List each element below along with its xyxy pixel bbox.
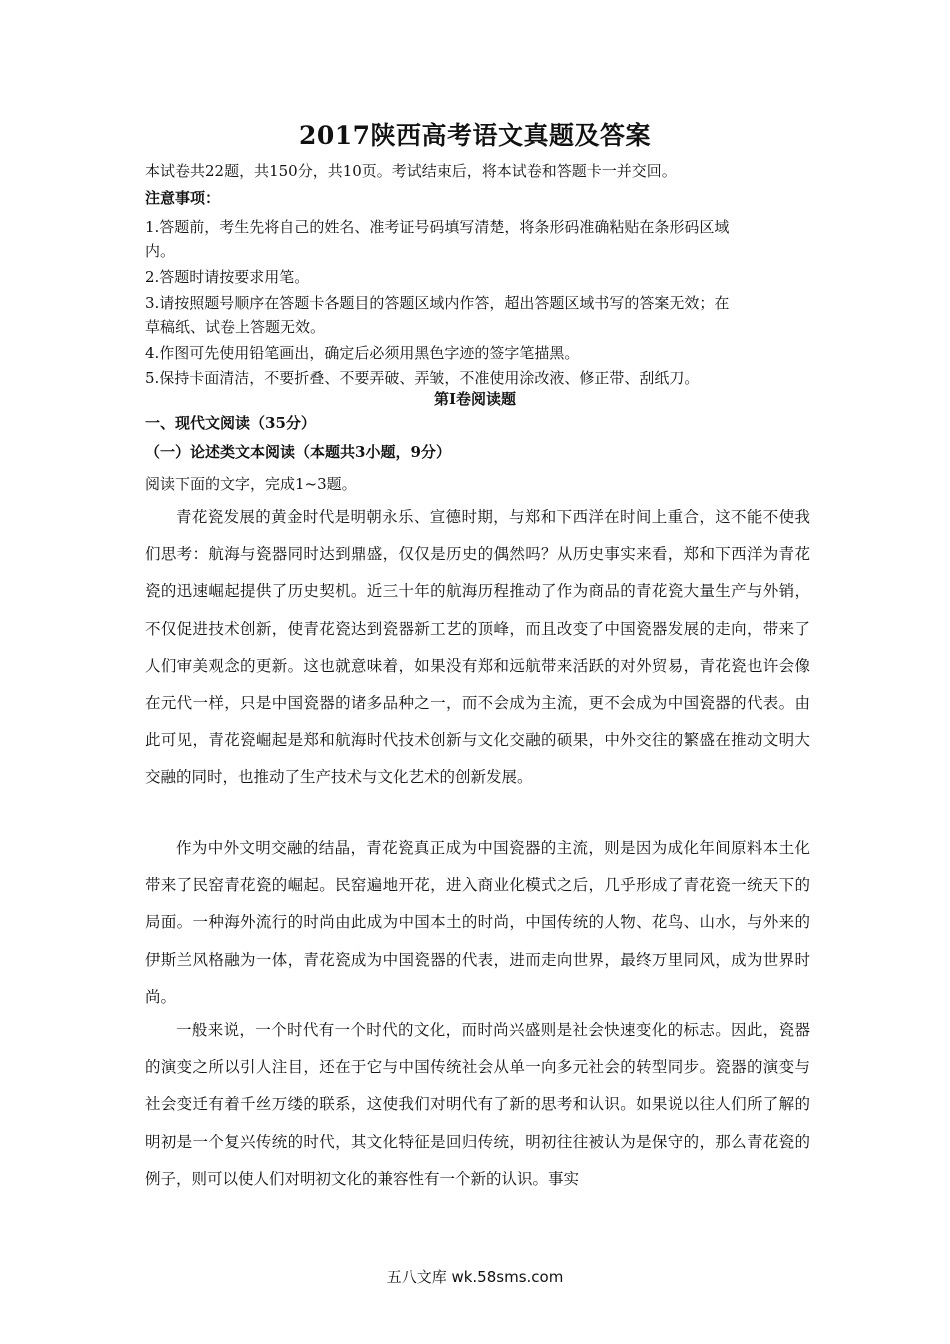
volume-heading: 第Ⅰ卷阅读题: [433, 390, 517, 408]
body-paragraph: 一般来说，一个时代有一个时代的文化，而时尚兴盛则是社会快速变化的标志。因此，瓷器的演变之所以引人注目，还在于它与中国传统社会从单一向多元社会的转型同步。瓷器的演变与社会变迁有着千丝万缕的联系，这使我们对明代有了新的思考和认识。如果说以往人们所了解的明初是一个复兴传统的时代，其文化特征是回归传统，明初往往被认为是保守的，那么青花瓷的例子，则可以使人们对明初文化的兼容性有一个新的认识。事实: [145, 1021, 810, 1188]
note-line: 2.答题时请按要求用笔。: [145, 268, 310, 286]
body-paragraph: 青花瓷发展的黄金时代是明朝永乐、宣德时期，与郑和下西洋在时间上重合，这不能不使我们思考：航海与瓷器同时达到鼎盛，仅仅是历史的偶然吗？从历史事实来看，郑和下西洋为青花瓷的迅速崛起提供了历史契机。近三十年的航海历程推动了作为商品的青花瓷大量生产与外销，不仅促进技术创新，使青花瓷达到瓷器新工艺的顶峰，而且改变了中国瓷器发展的走向，带来了人们审美观念的更新。这也就意味着，如果没有郑和远航带来活跃的对外贸易，青花瓷也许会像在元代一样，只是中国瓷器的诸多品种之一，而不会成为主流，更不会成为中国瓷器的代表。由此可见，青花瓷崛起是郑和航海时代技术创新与文化交融的硕果，中外交往的繁盛在推动文明大交融的同时，也推动了生产技术与文化艺术的创新发展。: [145, 508, 810, 787]
body-paragraph: 作为中外文明交融的结晶，青花瓷真正成为中国瓷器的主流，则是因为成化年间原料本土化带来了民窑青花瓷的崛起。民窑遍地开花，进入商业化模式之后，几乎形成了青花瓷一统天下的局面。一种海外流行的时尚由此成为中国本土的时尚，中国传统的人物、花鸟、山水，与外来的伊斯兰风格融为一体，青花瓷成为中国瓷器的代表，进而走向世界，最终万里同风，成为世界时尚。: [145, 839, 810, 1006]
subsection-heading: （一）论述类文本阅读（本题共3小题，9分）: [145, 443, 451, 461]
note-line: 1.答题前，考生先将自己的姓名、准考证号码填写清楚，将条形码准确粘贴在条形码区域: [145, 218, 730, 236]
section-heading: 一、现代文阅读（35分）: [145, 414, 316, 432]
footer-watermark: 五八文库 wk.58sms.com: [386, 1268, 564, 1286]
document-title: 2017陕西高考语文真题及答案: [298, 121, 652, 150]
note-line: 草稿纸、试卷上答题无效。: [145, 318, 326, 336]
note-line: 5.保持卡面清洁，不要折叠、不要弄破、弄皱，不准使用涂改液、修正带、刮纸刀。: [145, 369, 700, 387]
note-line: 3.请按照题号顺序在答题卡各题目的答题区域内作答，超出答题区域书写的答案无效；在: [145, 294, 730, 312]
notes-heading: 注意事项：: [145, 189, 221, 207]
exam-intro: 本试卷共22题，共150分，共10页。考试结束后，将本试卷和答题卡一并交回。: [145, 162, 677, 180]
note-line: 内。: [145, 242, 176, 260]
reading-instruction: 阅读下面的文字，完成1~3题。: [145, 475, 357, 493]
note-line: 4.作图可先使用铅笔画出，确定后必须用黑色字迹的签字笔描黑。: [145, 344, 580, 362]
